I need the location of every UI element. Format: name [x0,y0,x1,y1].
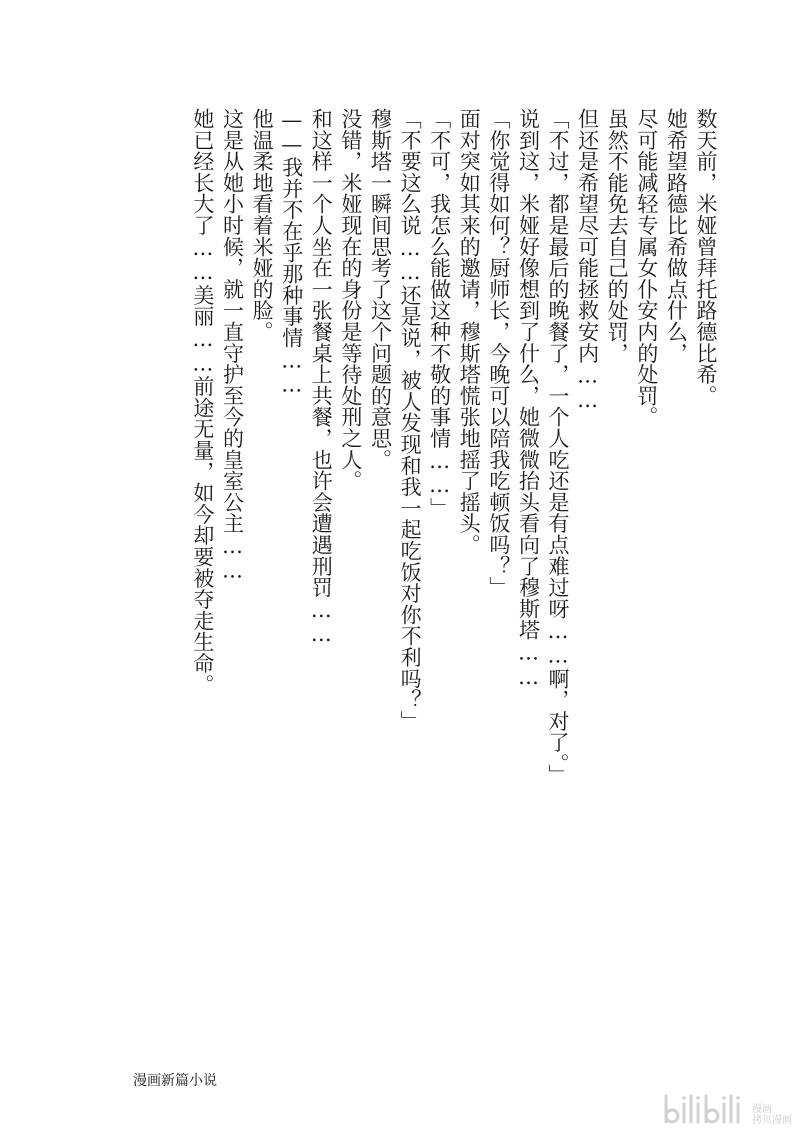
text-line-9: 面对突如其来的邀请，穆斯塔慌张地摇了摇头。 [457,108,482,556]
text-line-14: 和这样一个人坐在一张餐桌上共餐，也许会遭遇刑罚…… [309,108,334,647]
text-line-1: 数天前，米娅曾拜托路德比希。 [694,108,718,407]
bilibili-watermark [660,1090,792,1130]
bilibili-logo-icon [660,1090,748,1130]
text-line-11: 「不要这么说……还是说，被人发现和我一起吃饭对你不利吗？」 [398,108,423,732]
text-line-2: 她希望路德比希做点什么， [664,108,689,364]
text-line-5: 但还是希望尽可能拯救安内…… [575,108,600,413]
watermark-side-text [752,1104,792,1126]
text-line-18: 她已经长大了……美丽……前途无量，如今却要被夺走生命。 [190,108,215,696]
text-line-15: ——我并不在乎那种事情…… [279,108,304,397]
watermark-text-top: 漫画 [752,1104,772,1115]
text-line-16: 他温柔地看着米娅的脸。 [250,108,275,343]
novel-text-column-block [187,108,720,786]
text-line-17: 这是从她小时候，就一直守护至今的皇室公主…… [220,108,245,583]
text-line-13: 没错，米娅现在的身份是等待处刑之人。 [338,108,363,492]
text-line-6: 「不过，都是最后的晚餐了，一个人吃还是有点难过呀……啊，对了。」 [546,108,571,786]
text-line-12: 穆斯塔一瞬间思考了这个问题的意思。 [368,108,393,471]
text-line-7: 说到这，米娅好像想到了什么，她微微抬头看向了穆斯塔…… [516,108,541,690]
text-line-3: 尽可能减轻专属女仆安内的处罚。 [634,108,659,428]
watermark-text-bottom: 拷贝漫画 [752,1115,792,1126]
text-line-4: 虽然不能免去自己的处罚， [605,108,630,364]
footer-source-label: 漫画新篇小说 [133,1073,217,1089]
text-line-10: 「不可，我怎么能做这种不敬的事情……」 [427,108,452,519]
text-line-8: 「你觉得如何？厨师长，今晚可以陪我吃顿饭吗？」 [486,108,511,598]
